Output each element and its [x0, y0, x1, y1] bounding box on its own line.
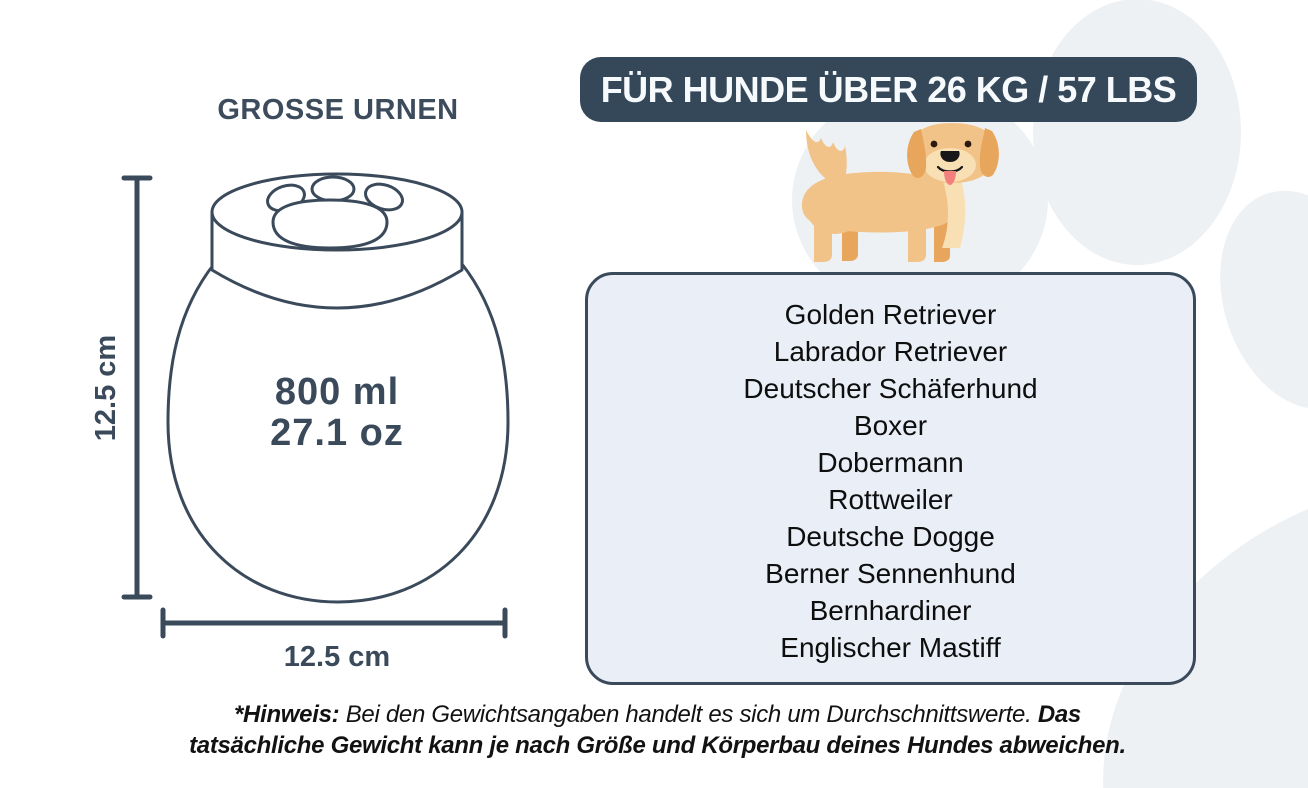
disclaimer-note [100, 699, 1215, 761]
height-measure-line [124, 178, 150, 597]
breed-list-item: Berner Sennenhund [765, 558, 1016, 589]
breed-list-item: Rottweiler [828, 484, 953, 515]
weight-banner: FÜR HUNDE ÜBER 26 KG / 57 LBS [580, 57, 1197, 122]
breed-list-item: Golden Retriever [784, 299, 997, 330]
golden-retriever-icon [790, 118, 1002, 268]
breed-list-item: Labrador Retriever [773, 336, 1008, 367]
breed-list-item: Boxer [853, 410, 928, 441]
page-title: GROSSE URNEN [217, 94, 459, 126]
breed-list-item: Bernhardiner [809, 595, 972, 626]
capacity-oz: 27.1 oz [270, 412, 404, 454]
disclaimer-regular: Bei den Gewichtsangaben handelt es sich um Durchschnittswerte. [339, 701, 1038, 728]
urn-capacity [167, 372, 507, 454]
breed-list-box [585, 272, 1196, 685]
width-dimension-label: 12.5 cm [283, 641, 391, 673]
breed-list-item: Deutsche Dogge [786, 521, 995, 552]
disclaimer-bold-line2: tatsächliche Gewicht kann je nach Größe und Körperbau deines Hundes abweichen. [189, 732, 1126, 759]
disclaimer-bold-end: Das [1037, 701, 1081, 728]
width-measure-line [163, 610, 505, 636]
capacity-ml: 800 ml [274, 371, 400, 413]
breed-list-item: Englischer Mastiff [780, 632, 1001, 663]
disclaimer-prefix: *Hinweis: [234, 701, 340, 728]
breed-list-item: Deutscher Schäferhund [743, 373, 1038, 404]
height-dimension-label: 12.5 cm [90, 334, 122, 442]
breed-list-item: Dobermann [817, 447, 964, 478]
